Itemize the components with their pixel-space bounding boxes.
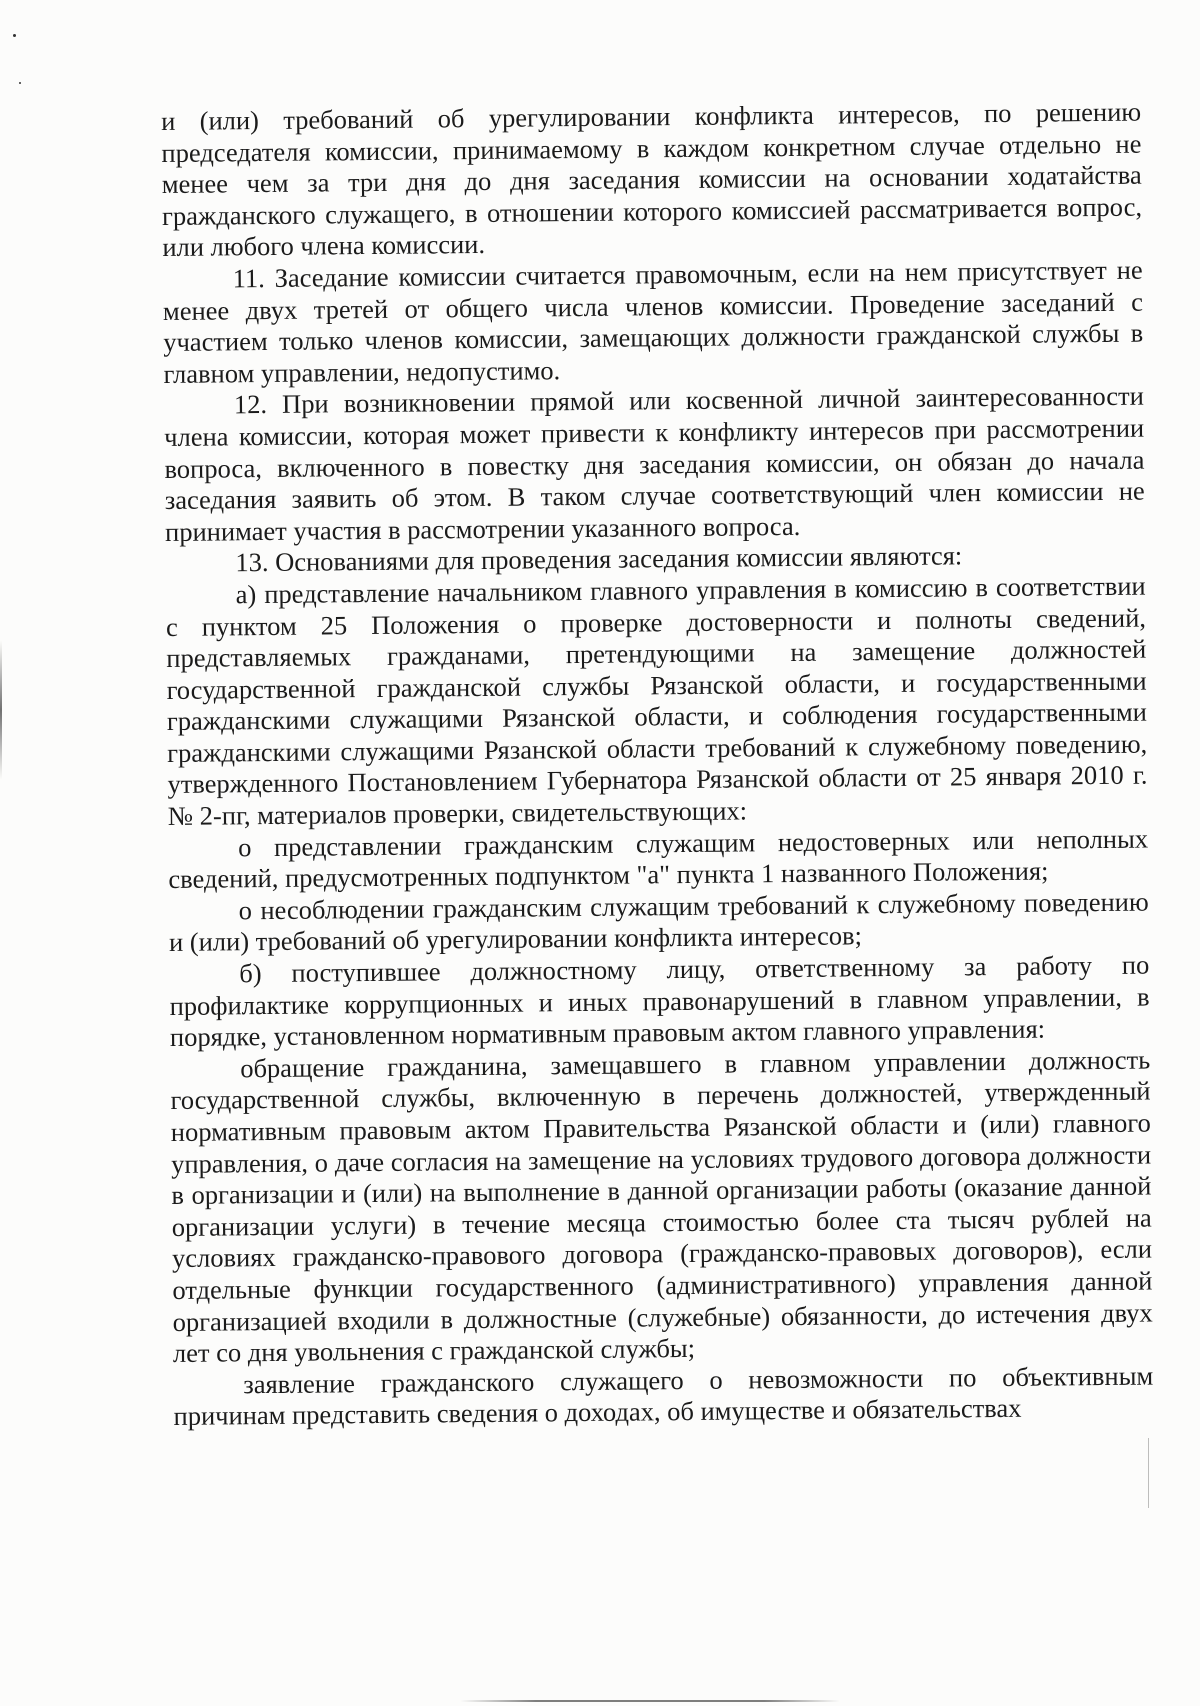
paragraph-item-13: 13. Основаниями для проведения заседания комиссии являются: <box>235 540 963 578</box>
scan-margin-line <box>1148 1438 1149 1508</box>
paragraph-subitem: о представлении гражданским служащим недостоверных или неполных сведений, предусмотренных подпунктом "а" пункта 1 названного Положения; <box>168 823 1149 895</box>
document-body <box>161 97 1154 1433</box>
scan-speck <box>13 34 16 37</box>
paragraph-subitem: заявление гражданского служащего о невозможности по объективным причинам представить сведения о доходах, об имуществе и обязательствах <box>173 1360 1154 1432</box>
paragraph-subitem: обращение гражданина, замещавшего в главном управлении должность государственной службы, включенную в перечень должностей, утвержденный нормативным правовым актом Правительства Рязанской области и (или) главного управления, о даче согласия на замещение на условиях трудового договора должности в организации и (или) на выполнение в данной организации работы (оказание данной организации услуги) в течение месяца стоимостью более ста тысяч рублей на условиях гражданско-правового договора (гражданско-правовых договоров), если отдельные функции государственного (административного) управления данной организацией входили в должностные (служебные) обязанности, до истечения двух лет со дня увольнения с гражданской службы; <box>170 1044 1153 1369</box>
scan-speck <box>19 82 21 84</box>
paragraph-item-11: 11. Заседание комиссии считается правомочным, если на нем присутствует не менее двух третей от общего числа членов комиссии. Проведение заседаний с участием только членов комиссии, замещающих должности гражданской службы в главном управлении, недопустимо. <box>162 254 1144 389</box>
scan-bottom-line <box>460 1700 840 1702</box>
scan-edge-mark <box>0 640 2 780</box>
paragraph-item-12: 12. При возникновении прямой или косвенной личной заинтересованности члена комиссии, которая может привести к конфликту интересов при рассмотрении вопроса, включенного в повестку дня заседания комиссии, он обязан до начала заседания заявить об этом. В таком случае соответствующий член комиссии не принимает участия в рассмотрении указанного вопроса. <box>164 380 1145 547</box>
paragraph-subitem: о несоблюдении гражданским служащим требований к служебному поведению и (или) требований об урегулировании конфликта интересов; <box>168 886 1149 958</box>
paragraph-continuation: и (или) требований об урегулировании конфликта интересов, по решению председателя комиссии, принимаемому в каждом конкретном случае отдельно не менее чем за три дня до дня заседания комиссии на основании ходатайства гражданского служащего, в отношении которого комиссией рассматривается вопрос, или любого члена комиссии. <box>161 96 1143 263</box>
paragraph-item-13b: б) поступившее должностному лицу, ответственному за работу по профилактике коррупционных и иных правонарушений в главном управлении, в порядке, установленном нормативным правовым актом главного управления: <box>169 949 1150 1053</box>
paragraph-item-13a: а) представление начальником главного управления в комиссию в соответствии с пунктом 25 Положения о проверке достоверности и полноты сведений, представляемых гражданами, претендующими на замещение должностей государственной гражданской службы Рязанской области, и государственными гражданскими служащими Рязанской области, и соблюдения государственными гражданскими служащими Рязанской области требований к служебному поведению, утвержденного Постановлением Губернатора Рязанской области от 25 января 2010 г. № 2-пг, материалов проверки, свидетельствующих: <box>165 570 1148 832</box>
